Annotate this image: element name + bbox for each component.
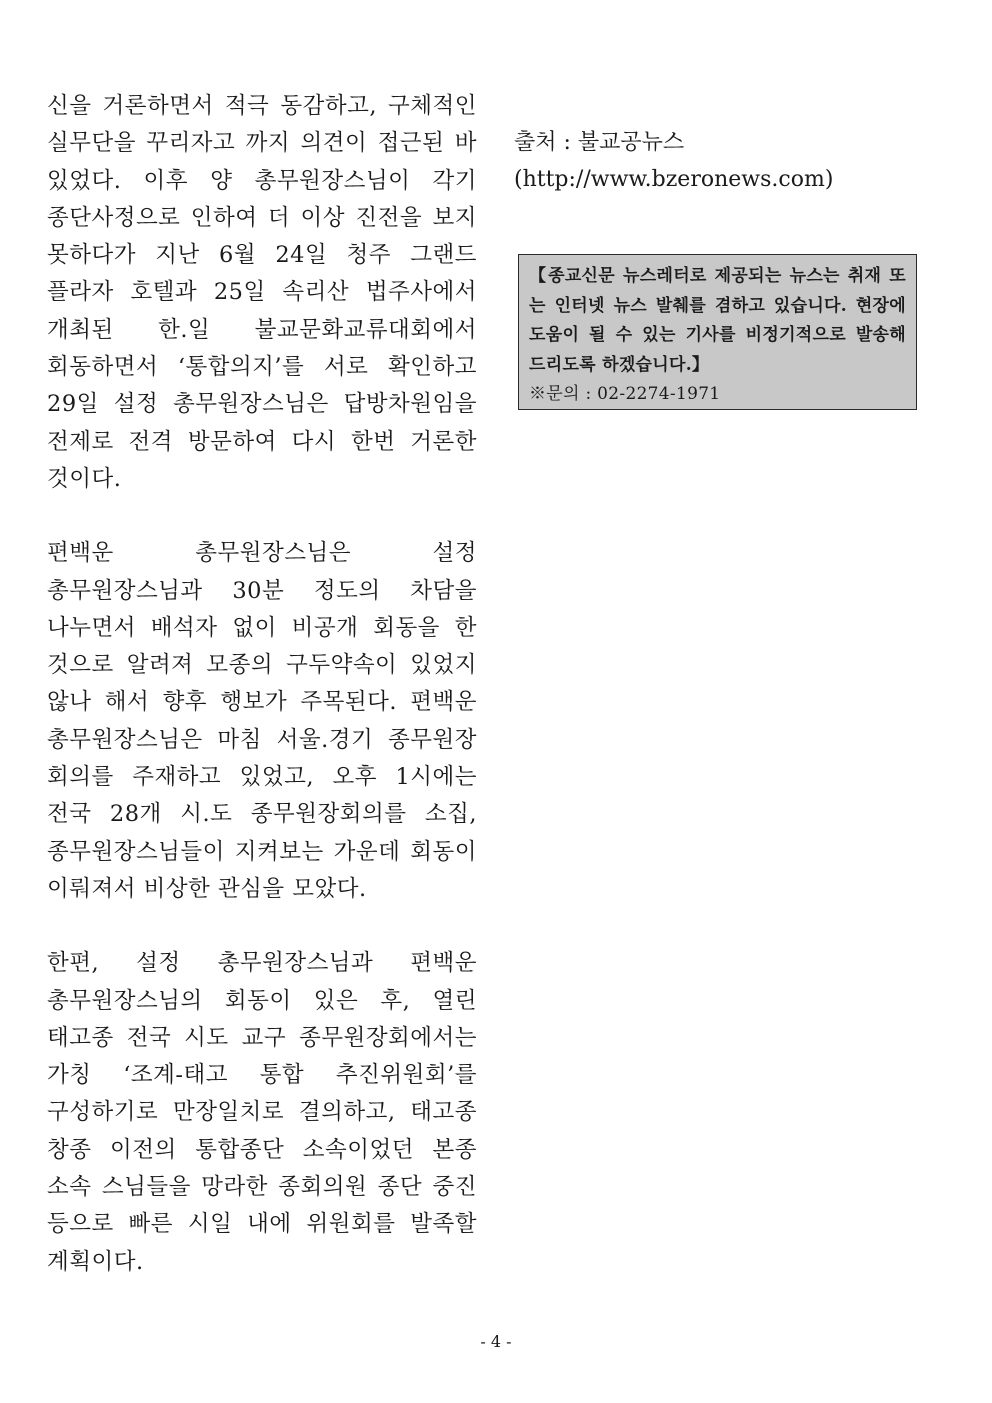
newsletter-notice-text: 【종교신문 뉴스레터로 제공되는 뉴스는 취재 또는 인터넷 뉴스 발췌를 겸하고 있습니다. 현장에 도움이 될 수 있는 기사를 비정기적으로 발송해 드리도록 하겠습니다.】	[529, 266, 906, 375]
contact-info: ※문의 : 02-2274-1971	[529, 384, 721, 404]
source-url: (http://www.bzeronews.com)	[514, 167, 834, 193]
source-credit	[514, 124, 833, 199]
source-name: 출처 : 불교공뉴스	[514, 130, 685, 155]
article-paragraph-3: 한편, 설정 총무원장스님과 편백운 총무원장스님의 회동이 있은 후, 열린 태고종 전국 시도 교구 종무원장회에서는 가칭 ‘조계-태고 통합 추진위원회’를 구성하기로 만장일치로 결의하고, 태고종 창종 이전의 통합종단 소속이었던 본종 소속 스님들을 망라한 종회의원 종단 중진 등으로 빠른 시일 내에 위원회를 발족할 계획이다.	[47, 950, 477, 1275]
page-number: - 4 -	[480, 1332, 512, 1351]
article-body	[47, 88, 477, 1281]
article-paragraph-1: 신을 거론하면서 적극 동감하고, 구체적인 실무단을 꾸리자고 까지 의견이 접근된 바 있었다. 이후 양 총무원장스님이 각기 종단사정으로 인하여 더 이상 진전을 보지 못하다가 지난 6월 24일 청주 그랜드 플라자 호텔과 25일 속리산 법주사에서 개최된 한.일 불교문화교류대회에서 회동하면서 ‘통합의지’를 서로 확인하고 29일 설정 총무원장스님은 답방차원임을 전제로 전격 방문하여 다시 한번 거론한 것이다.	[47, 93, 477, 492]
newsletter-notice-box	[518, 254, 917, 410]
article-paragraph-2: 편백운 총무원장스님은 설정 총무원장스님과 30분 정도의 차담을 나누면서 배석자 없이 비공개 회동을 한 것으로 알려져 모종의 구두약속이 있었지 않나 해서 향후 행보가 주목된다. 편백운 총무원장스님은 마침 서울.경기 종무원장 회의를 주재하고 있었고, 오후 1시에는 전국 28개 시.도 종무원장회의를 소집, 종무원장스님들이 지켜보는 가운데 회동이 이뤄져서 비상한 관심을 모았다.	[47, 540, 477, 902]
